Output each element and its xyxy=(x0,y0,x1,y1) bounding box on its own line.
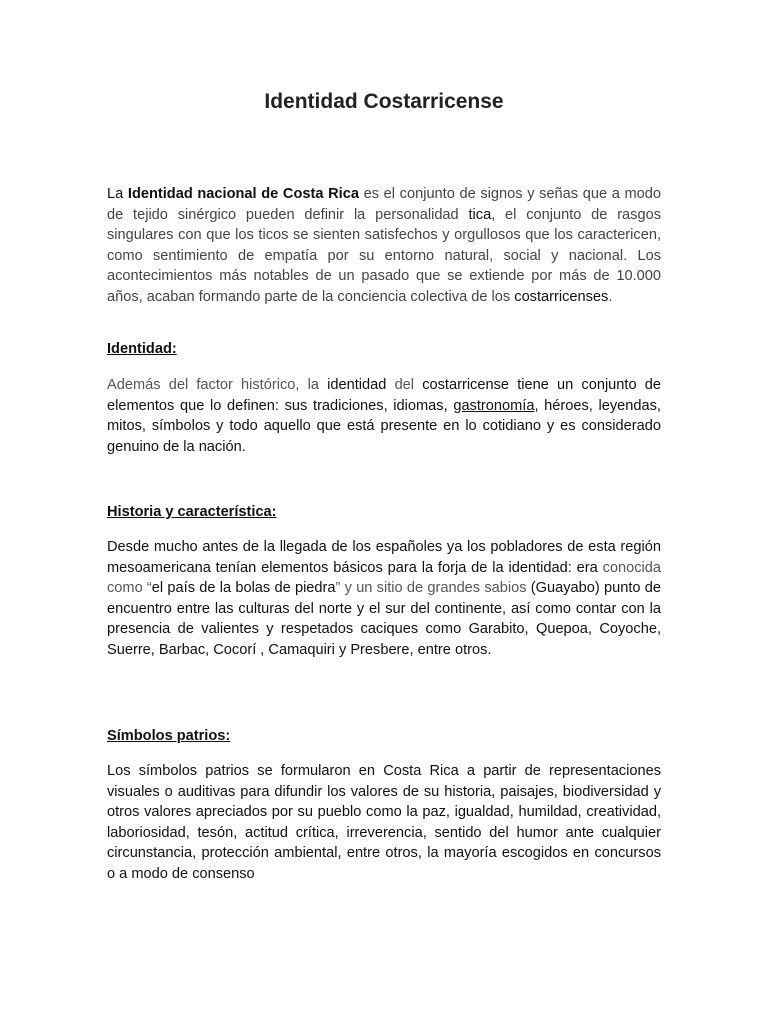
identidad-text-3: tiene un conjunto de elementos que lo definen: sus tradiciones, idiomas, xyxy=(107,377,661,414)
intro-link-costarricenses[interactable]: costarricenses xyxy=(514,288,609,305)
historia-text-4: (Guayabo) punto de encuentro entre las culturas del norte y el sur del continente, así como contar con la presencia de valientes y respetados caciques como Garabito, Quepoa, Coyoche, Suerre, Barbac, Cocorí , Camaquiri y Presbere, entre otros. xyxy=(107,580,661,658)
identidad-text-2: del xyxy=(386,377,423,393)
gastronomia-link[interactable]: gastronomía xyxy=(453,397,535,414)
heading-simbolos: Símbolos patrios: xyxy=(107,728,231,744)
identidad-text-4: , héroes, leyendas, mitos, símbolos y todo aquello que está presente en lo cotidiano y es considerado genuino de la nación. xyxy=(107,397,661,455)
identidad-paragraph xyxy=(107,375,661,457)
intro-link-tica[interactable]: tica xyxy=(468,206,492,223)
intro-text-2: es el conjunto de signos y señas que a modo de tejido sinérgico pueden definir la personalidad xyxy=(107,186,662,223)
intro-text-4: . xyxy=(608,288,613,305)
simbolos-paragraph: Los símbolos patrios se formularon en Costa Rica a partir de representaciones visuales o auditivas para difundir los valores de su historia, paisajes, biodiversidad y otros valores apreciados por su pueblo como la paz, igualdad, humildad, creatividad, laboriosidad, tesón, actitud crítica, irreverencia, sentido del humor ante cualquier circunstancia, protección ambiental, entre otros, la mayoría escogidos en concursos o a modo de consenso xyxy=(107,763,661,882)
identidad-text-1: Además del factor histórico, la xyxy=(107,377,328,393)
intro-paragraph xyxy=(107,184,661,308)
intro-text-1: La xyxy=(107,186,128,202)
costarricense-link[interactable]: costarricense xyxy=(422,377,510,393)
intro-text-3: , el conjunto de rasgos singulares con que los ticos se sienten satisfechos y orgullosos que los caractericen, como sentimiento de empatía por su entorno natural, social y nacional. Los acontecimientos más notables de un pasado que se extiende por más de 10.000 años, acaban formando parte de la conciencia colectiva de los xyxy=(107,206,661,305)
historia-text-1: Desde mucho antes de la llegada de los españoles ya los pobladores de esta región mesoamericana tenían elementos básicos para la forja de la identidad: era xyxy=(107,539,661,576)
historia-text-3: ” y un sitio de grandes sabios xyxy=(335,580,527,597)
heading-historia: Historia y característica: xyxy=(107,504,277,520)
identidad-link[interactable]: identidad xyxy=(327,377,387,393)
intro-bold-term: Identidad nacional de Costa Rica xyxy=(127,186,359,202)
historia-paragraph xyxy=(107,537,661,661)
page-title: Identidad Costarricense xyxy=(264,90,504,113)
heading-identidad: Identidad: xyxy=(107,341,177,357)
historia-quote: el país de la bolas de piedra xyxy=(151,580,336,597)
historia-text-2: conocida como “ xyxy=(107,559,661,597)
